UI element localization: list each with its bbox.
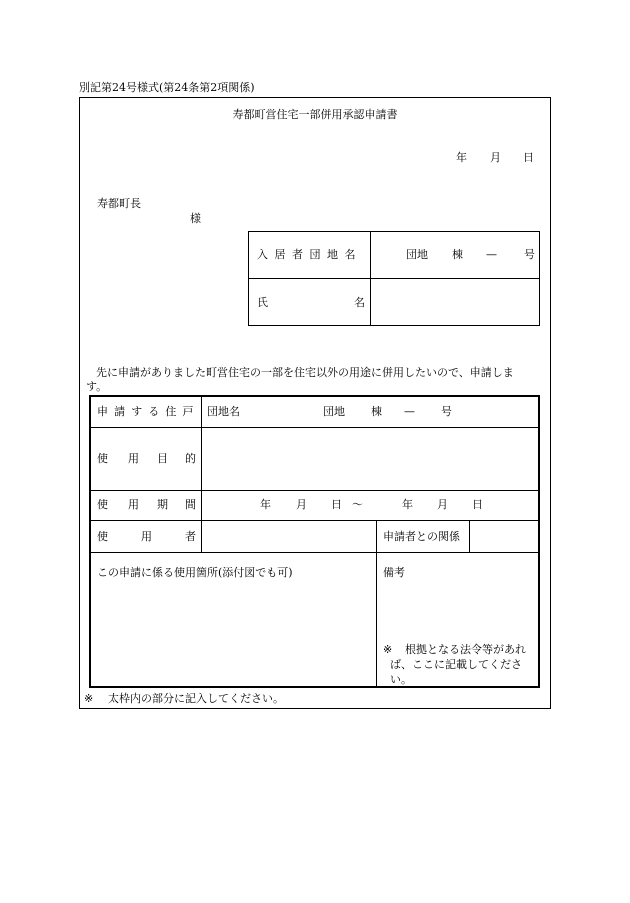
period-to-day: 日 xyxy=(472,498,483,511)
body-text-line1: 先に申請がありました町営住宅の一部を住宅以外の用途に併用したいので、申請しま xyxy=(96,366,514,379)
table-rule-4 xyxy=(90,552,539,553)
table-mid-rule xyxy=(376,521,377,687)
addressee-name: 寿都町長 xyxy=(97,197,141,210)
target-go-text: 号 xyxy=(441,405,452,418)
applicant-name-label-1: 氏 xyxy=(257,296,268,309)
period-label-1: 使 xyxy=(97,498,108,511)
target-mune-text: 棟 xyxy=(371,405,382,418)
table-rule-2 xyxy=(90,490,539,491)
addressee-honorific: 様 xyxy=(190,212,201,225)
period-from-year: 年 xyxy=(260,498,271,511)
date-day-label: 日 xyxy=(523,151,534,164)
applicant-name-label-2: 名 xyxy=(354,296,365,309)
footer-note: 太枠内の部分に記入してください。 xyxy=(108,692,284,705)
user-label-3: 者 xyxy=(185,530,196,543)
period-to-year: 年 xyxy=(402,498,413,511)
target-danchimei-label: 団地名 xyxy=(207,405,240,418)
user-label-2: 用 xyxy=(141,530,152,543)
target-unit-label: 申 請 す る 住 戸 xyxy=(97,405,195,418)
purpose-label-2: 用 xyxy=(128,452,139,465)
purpose-label-3: 目 xyxy=(157,452,168,465)
residence-go-text: 号 xyxy=(524,248,535,261)
usage-location-label: この申請に係る使用箇所(添付図でも可) xyxy=(97,566,293,579)
relation-label: 申請者との関係 xyxy=(383,530,460,543)
table-relation-rule xyxy=(469,521,470,552)
table-rule-3 xyxy=(90,520,539,521)
period-tilde: ～ xyxy=(352,498,363,511)
purpose-label-4: 的 xyxy=(185,452,196,465)
form-title: 寿都町営住宅一部併用承認申請書 xyxy=(232,108,398,121)
target-danchi-text: 団地 xyxy=(323,405,345,418)
residence-danchi-label: 入 居 者 団 地 名 xyxy=(257,248,357,261)
residence-dash: — xyxy=(486,248,497,261)
remarks-note-mark: ※ xyxy=(383,643,393,656)
table-label-column-rule xyxy=(201,396,202,552)
remarks-note-line3: い。 xyxy=(390,673,412,686)
remarks-note-line2: ば、ここに記載してくださ xyxy=(390,658,522,671)
period-label-2: 用 xyxy=(128,498,139,511)
applicant-box-row-divider xyxy=(248,278,540,279)
form-number: 別記第24号様式(第24条第2項関係) xyxy=(79,81,255,94)
remarks-label: 備考 xyxy=(383,566,405,579)
residence-danchi-text: 団地 xyxy=(406,248,428,261)
target-dash: — xyxy=(404,405,415,418)
period-label-3: 期 xyxy=(157,498,168,511)
footer-mark: ※ xyxy=(84,692,94,705)
user-label-1: 使 xyxy=(97,530,108,543)
residence-mune-text: 棟 xyxy=(452,248,463,261)
remarks-note-line1: 根拠となる法令等があれ xyxy=(405,643,526,656)
purpose-label-1: 使 xyxy=(97,452,108,465)
date-month-label: 月 xyxy=(490,151,501,164)
period-to-month: 月 xyxy=(437,498,448,511)
period-label-4: 間 xyxy=(185,498,196,511)
period-from-month: 月 xyxy=(296,498,307,511)
table-rule-1 xyxy=(90,427,539,428)
body-text-line2: す。 xyxy=(86,380,108,393)
date-year-label: 年 xyxy=(456,151,467,164)
period-from-day: 日 xyxy=(331,498,342,511)
